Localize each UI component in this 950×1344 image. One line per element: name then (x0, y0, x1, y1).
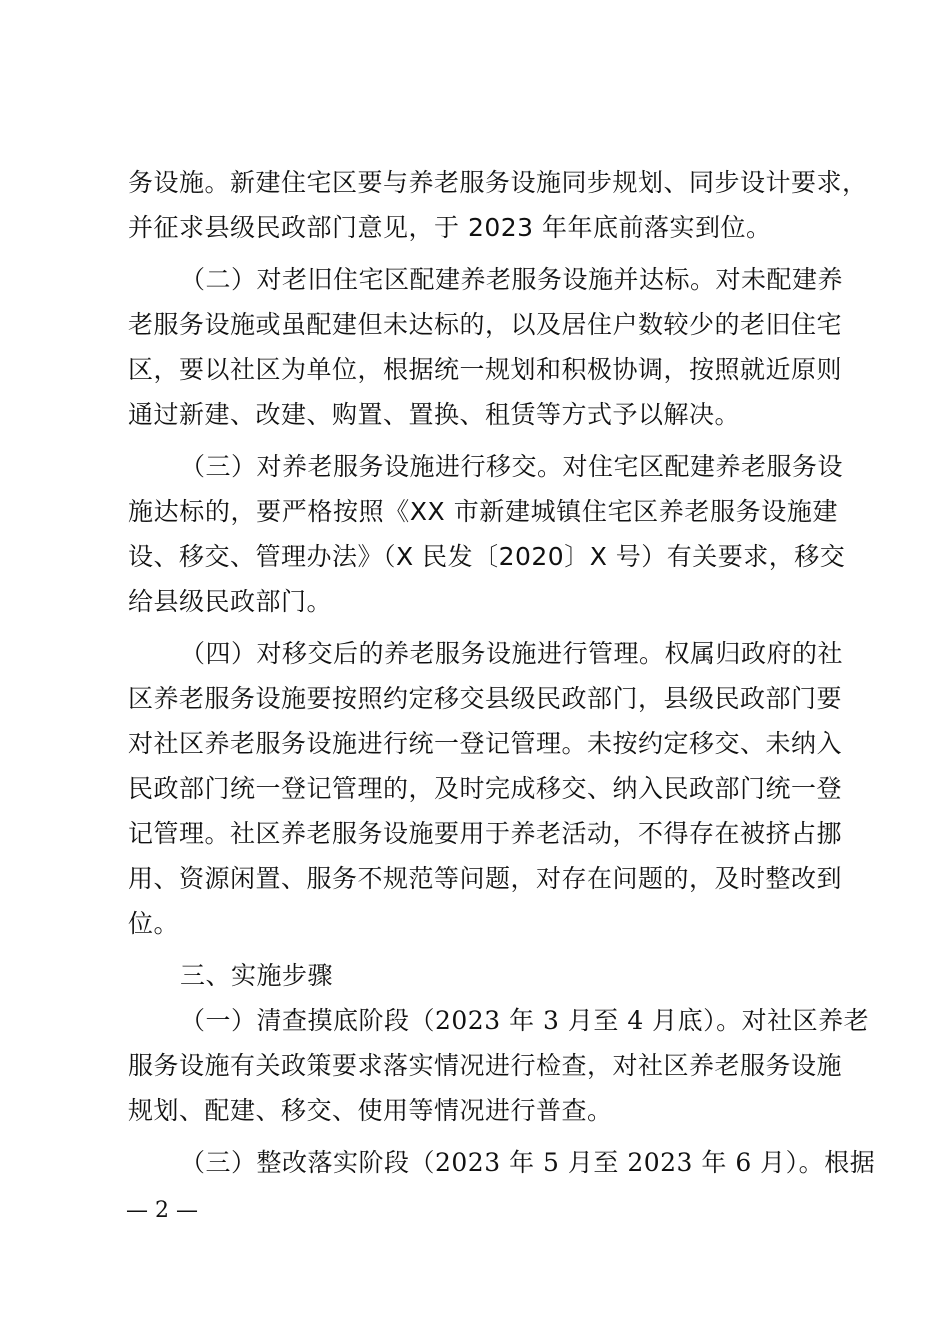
body-line (128, 729, 843, 759)
page-number: — 2 — (126, 1198, 198, 1223)
line-text: 并征求县级民政部门意见，于 2023 年年底前落实到位。 (128, 213, 772, 242)
line-text: 对未配建养 (715, 265, 844, 294)
line-text: 记管理。社区养老服务设施要用于养老活动，不得存在被挤占挪 (128, 819, 843, 848)
line-text: 区，要以社区为单位，根据统一规划和积极协调，按照就近原则 (128, 355, 843, 384)
line-text: 权属归政府的社 (664, 639, 844, 668)
subheading-line (180, 639, 844, 669)
subheading-line (180, 1006, 870, 1036)
subheading: （一）清查摸底阶段（2023 年 3 月至 4 月底）。 (180, 1006, 742, 1035)
line-text: 根据 (824, 1148, 876, 1177)
body-line (128, 497, 838, 527)
line-text: 通过新建、改建、购置、置换、租赁等方式予以解决。 (128, 400, 741, 429)
line-text: 民政部门统一登记管理的，及时完成移交、纳入民政部门统一登 (128, 774, 843, 803)
body-line (128, 542, 846, 572)
body-line (128, 168, 868, 198)
line-text: 对社区养老服务设施进行统一登记管理。未按约定移交、未纳入 (128, 729, 843, 758)
line-text: 对社区养老 (741, 1006, 870, 1035)
line-text: 老服务设施或虽配建但未达标的，以及居住户数较少的老旧住宅 (128, 310, 843, 339)
subheading-line (180, 265, 844, 295)
section-heading (180, 961, 838, 991)
body-line (128, 864, 843, 894)
body-line (128, 587, 838, 617)
body-line (128, 909, 838, 939)
body-line (128, 310, 843, 340)
subheading-line (180, 452, 844, 482)
subheading: （三）对养老服务设施进行移交。 (180, 452, 563, 481)
line-text: 务设施。新建住宅区要与养老服务设施同步规划、同步设计要求， (128, 168, 868, 197)
section-title: 三、实施步骤 (180, 961, 334, 990)
body-line (128, 1096, 838, 1126)
line-text: 位。 (128, 909, 180, 938)
line-text: 设、移交、管理办法》（X 民发〔2020〕X 号）有关要求，移交 (128, 542, 846, 571)
subheading: （三）整改落实阶段（2023 年 5 月至 2023 年 6 月）。 (180, 1148, 825, 1177)
body-line (128, 400, 838, 430)
line-text: 区养老服务设施要按照约定移交县级民政部门，县级民政部门要 (128, 684, 843, 713)
line-text: 对住宅区配建养老服务设 (562, 452, 844, 481)
line-text: 用、资源闲置、服务不规范等问题，对存在问题的，及时整改到 (128, 864, 843, 893)
body-line (128, 819, 843, 849)
body-line (128, 684, 843, 714)
body-line (128, 355, 843, 385)
line-text: 给县级民政部门。 (128, 587, 333, 616)
line-text: 服务设施有关政策要求落实情况进行检查，对社区养老服务设施 (128, 1051, 843, 1080)
subheading-line (180, 1148, 876, 1178)
body-line (128, 774, 843, 804)
subheading: （二）对老旧住宅区配建养老服务设施并达标。 (180, 265, 716, 294)
body-line (128, 1051, 843, 1081)
line-text: 规划、配建、移交、使用等情况进行普查。 (128, 1096, 613, 1125)
line-text: 施达标的，要严格按照《XX 市新建城镇住宅区养老服务设施建 (128, 497, 838, 526)
body-line (128, 213, 838, 243)
subheading: （四）对移交后的养老服务设施进行管理。 (180, 639, 665, 668)
